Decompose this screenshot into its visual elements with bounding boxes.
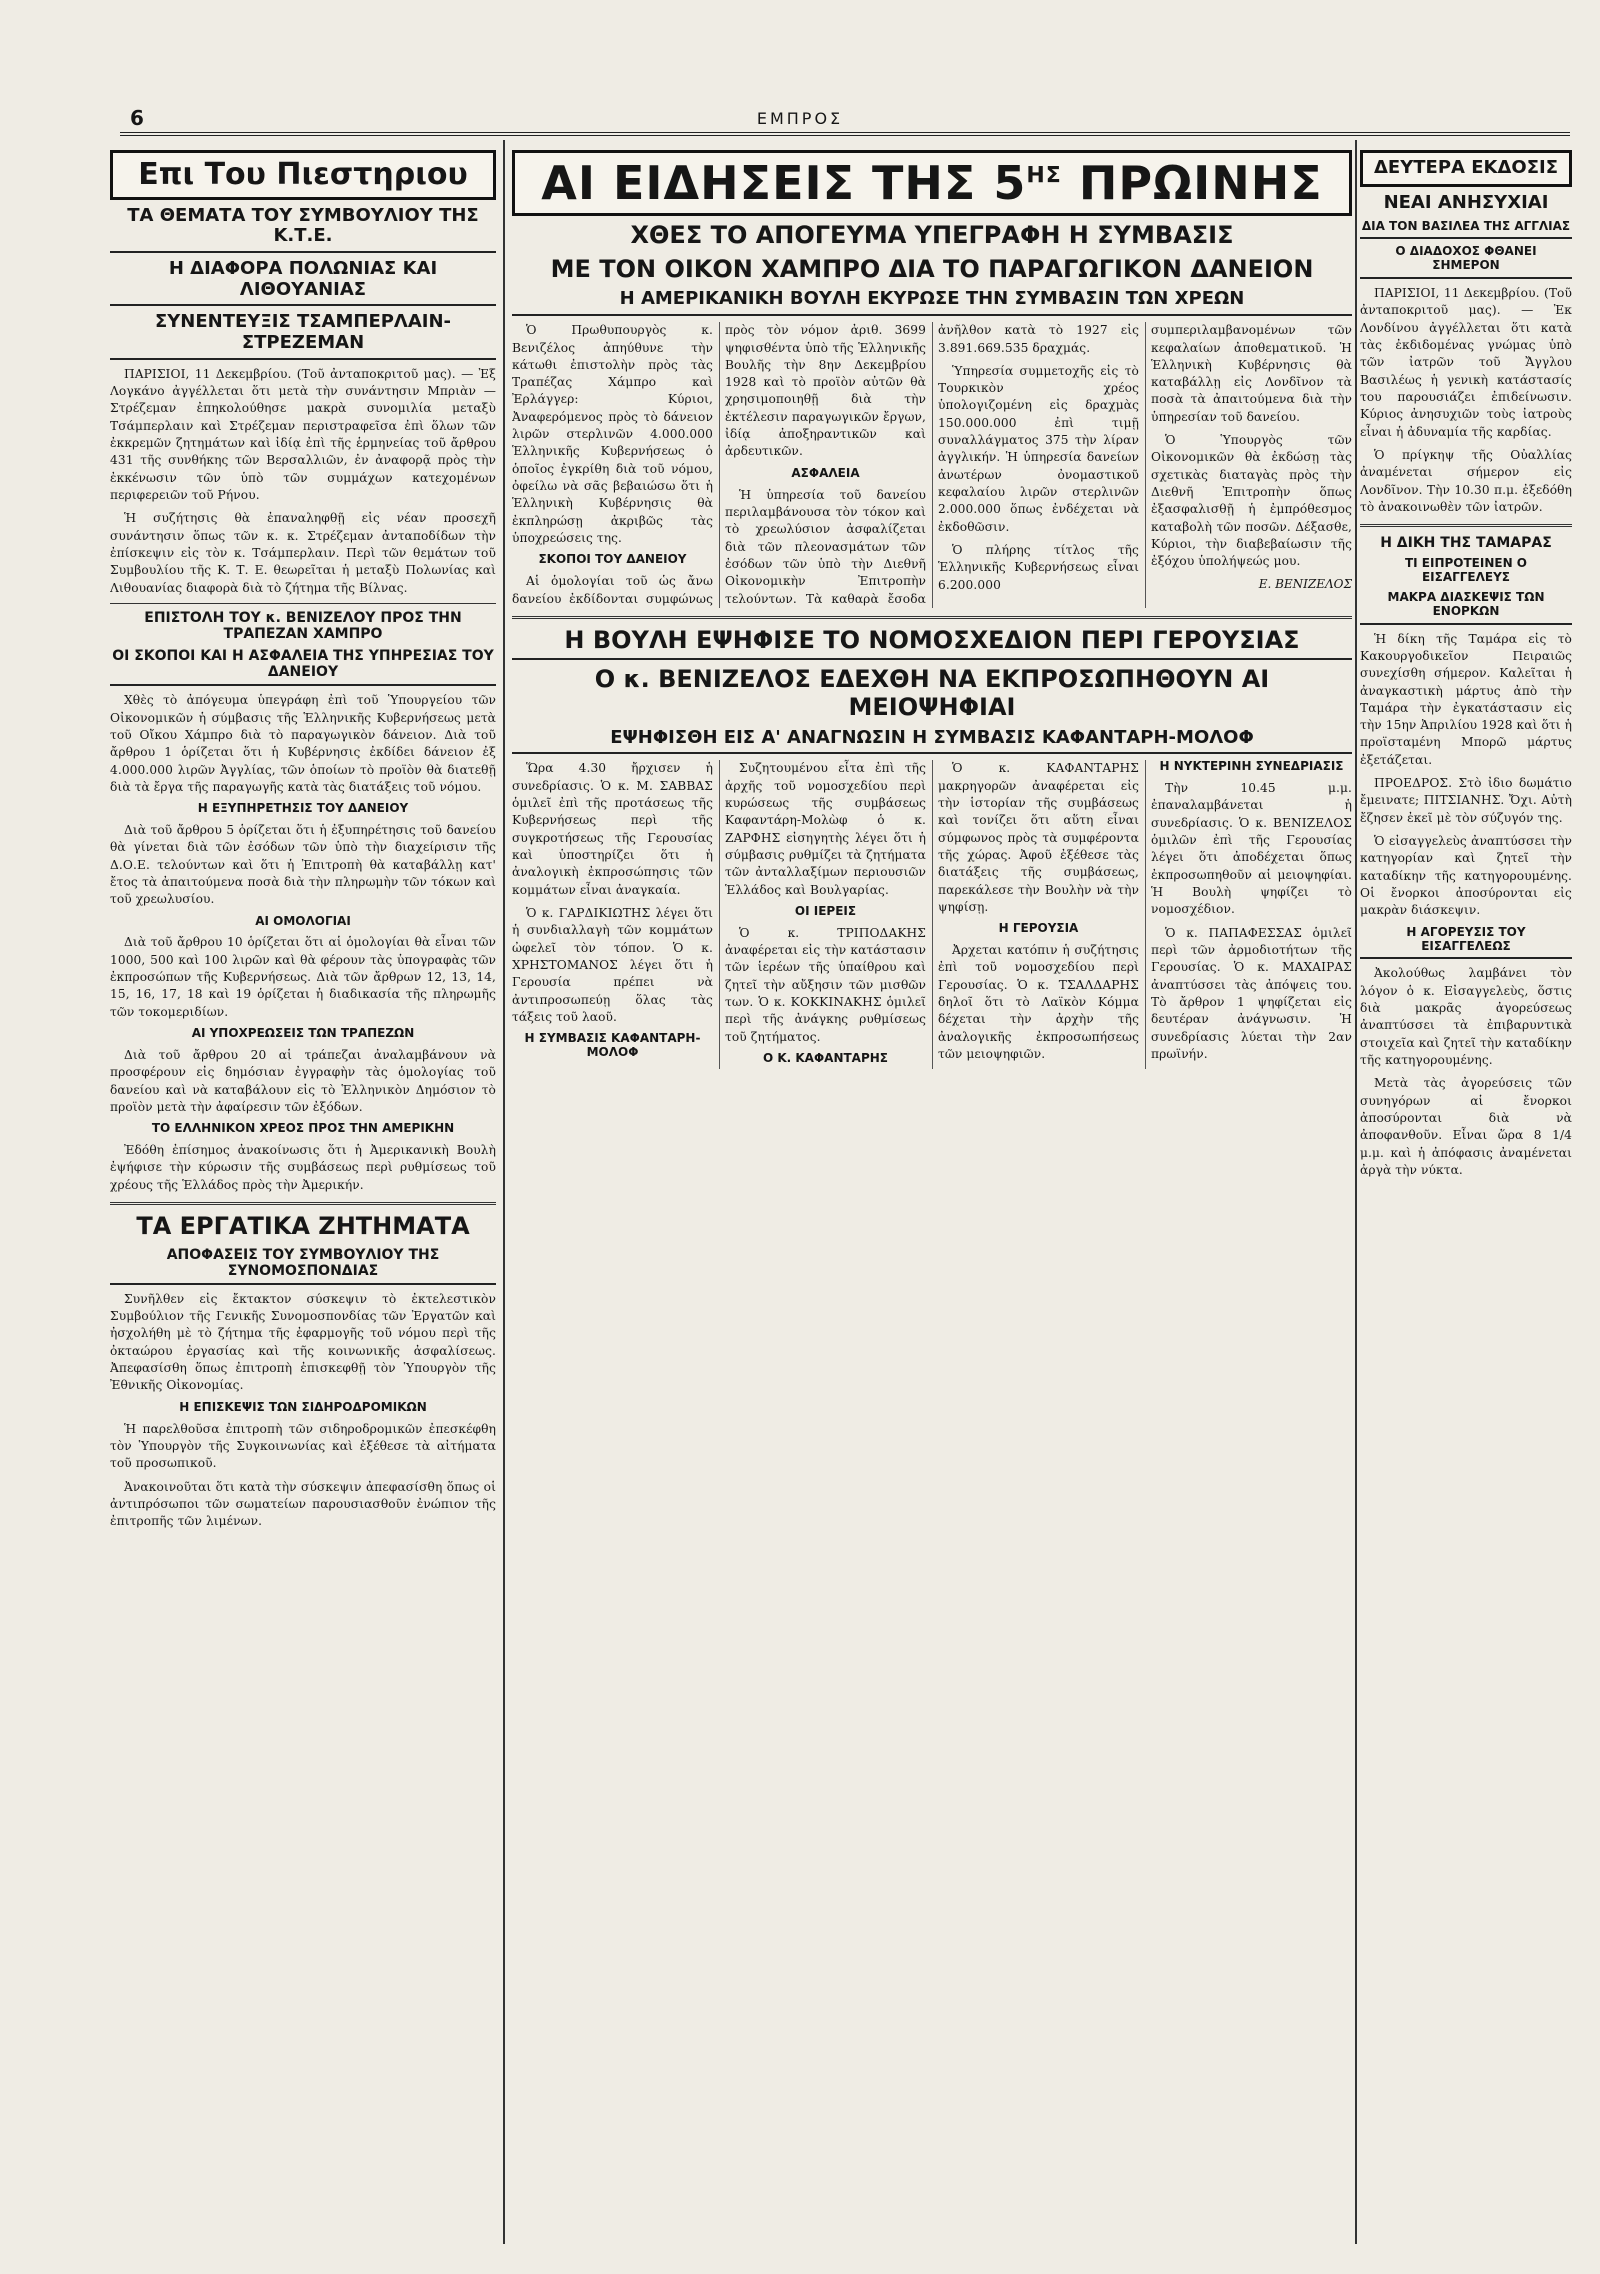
right-paragraph-4: ΠΡΟΕΔΡΟΣ. Στὸ ἰδιο δωμάτιο ἔμεινατε; ΠΙΤΣΙΑΝΗΣ. Ὄχι. Αὐτὴ ἔζησεν ἐκεῖ μὲ τὸν σύζυγόν της. [1360, 776, 1572, 825]
divider [1360, 524, 1572, 527]
article-2-paragraph-3: Συζητουμένου εἶτα ἐπὶ τῆς ἀρχῆς τοῦ νομοσχεδίου περὶ κυρώσεως τῆς συμβάσεως Καφαντάρη-Μολὼφ ὁ κ. ΖΑΡΦΗΣ εἰσηγητὴς λέγει ὅτι ἡ σύμβασις ρυθμίζει τὰ ζητήματα τῶν ἀνταλλαξίμων περιουσιῶν Ἑλλάδος καὶ Βουλγαρίας. [725, 761, 926, 897]
column-rule-2 [1355, 140, 1357, 2244]
article-2-body [512, 760, 1352, 1069]
right-paragraph-5: Ὁ εἰσαγγελεὺς ἀναπτύσσει τὴν κατηγορίαν καὶ ζητεῖ τὴν καταδίκην τῆς κατηγορουμένης. Οἱ ἔνορκοι ἀποσύρονται εἰς μακρὰν διάσκεψιν. [1360, 834, 1572, 918]
article-1-paragraph-3: Ἡ ὑπηρεσία τοῦ δανείου περιλαμβάνουσα τὸν τόκον καὶ τὸ χρεωλύσιον ἀσφαλίζεται διὰ τῶν πλεονασμάτων τῶν ἐσόδων τῶν ὑπὸ τὴν Διεθνῆ Οἰκονομικὴν Ἐπιτροπὴν τελούντων. Τὰ καθαρὰ ἔσοδα ἀνῆλθον κατὰ τὸ 1927 εἰς 3.891.669.535 δραχμάς. [725, 323, 1139, 606]
center-headline-6: ΕΨΗΦΙΣΘΗ ΕΙΣ Α' ΑΝΑΓΝΩΣΙΝ Η ΣΥΜΒΑΣΙΣ ΚΑΦΑΝΤΑΡΗ-ΜΟΛΟΦ [512, 728, 1352, 755]
right-paragraph-6: Ἀκολούθως λαμβάνει τὸν λόγον ὁ κ. Εἰσαγγελεὺς, ὅστις διὰ μακρᾶς ἀγορεύσεως ἀναπτύσσει τὰ ἐπιβαρυντικὰ στοιχεῖα καὶ ζητεῖ τὴν καταδίκην τῆς κατηγορουμένης. [1360, 966, 1572, 1067]
article-2-subhead-3: Ο Κ. ΚΑΦΑΝΤΑΡΗΣ [762, 1051, 889, 1066]
center-headline-5: Ο κ. ΒΕΝΙΖΕΛΟΣ ΕΔΕΧΘΗ ΝΑ ΕΚΠΡΟΣΩΠΗΘΟΥΝ ΑΙ ΜΕΙΟΨΗΦΙΑΙ [594, 665, 1270, 722]
article-1-paragraph-2: Αἱ ὁμολογίαι τοῦ ὡς ἄνω δανείου ἐκδίδονται συμφώνως πρὸς τὸν νόμον ἀριθ. 3699 ψηφισθέντα ὑπὸ τῆς Ἑλληνικῆς Βουλῆς τὴν 8ην Δεκεμβρίου 1928 καὶ τὸ προϊὸν αὐτῶν θὰ χρησιμοποιηθῇ διὰ τὴν ἐκτέλεσιν παραγωγικῶν ἔργων, ἰδίᾳ ἀποξηραντικῶν καὶ ἀρδευτικῶν. [512, 323, 926, 606]
left-paragraph-5: Διὰ τοῦ ἄρθρου 10 ὁρίζεται ὅτι αἱ ὁμολογίαι θὰ εἶναι τῶν 1000, 500 καὶ 100 λιρῶν καὶ θὰ φέρουν τὰς ὑπογραφὰς τῶν ἐκπροσώπων τῆς Κυβερνήσεως. Διὰ τῶν ἄρθρων 12, 13, 14, 15, 16, 17, 18 καὶ 19 ὁρίζεται ἡ διαδικασία τῆς πληρωμῆς τῶν τοκομεριδίων. [110, 935, 496, 1019]
left-headline-6: ΑΠΟΦΑΣΕΙΣ ΤΟΥ ΣΥΜΒΟΥΛΙΟΥ ΤΗΣ ΣΥΝΟΜΟΣΠΟΝΔΙΑΣ [110, 1247, 496, 1285]
page-number: 6 [130, 106, 144, 130]
article-1-paragraph-1: Ὁ Πρωθυπουργὸς κ. Βενιζέλος ἀπηύθυνε τὴν κάτωθι ἐπιστολὴν πρὸς τὰς Τραπέζας Χάμπρο καὶ Ἐρλάγγερ: Κύριοι, Ἀναφερόμενος πρὸς τὸ δάνειον λιρῶν στερλινῶν 4.000.000 Ἑλληνικῆς Κυβερνήσεως ὁ ὁποῖος ἐγκρίθη διὰ τοῦ νόμου, ὀφείλω νὰ σᾶς βεβαιώσω ὅτι ἡ Ἑλληνικὴ Κυβέρνησις θὰ ἐκπληρώσῃ ἀκριβῶς τὰς ὑποχρεώσεις της. [512, 323, 713, 546]
right-banner: ΔΕΥΤΕΡΑ ΕΚΔΟΣΙΣ [1360, 150, 1572, 187]
left-subhead-5: Η ΕΠΙΣΚΕΨΙΣ ΤΩΝ ΣΙΔΗΡΟΔΡΟΜΙΚΩΝ [179, 1399, 427, 1414]
left-paragraph-9: Ἡ παρελθοῦσα ἐπιτροπὴ τῶν σιδηροδρομικῶν ἐπεσκέφθη τὸν Ὑπουργὸν τῆς Συγκοινωνίας καὶ ἐξέθεσε τὰ αἰτήματα τοῦ προσωπικοῦ. [110, 1421, 496, 1471]
right-paragraph-1: ΠΑΡΙΣΙΟΙ, 11 Δεκεμβρίου. (Τοῦ ἀνταποκριτοῦ μας). — Ἐκ Λονδίνου ἀγγέλλεται ὅτι κατὰ τὰς ἐκδιδομένας γνώμας ὑπὸ τῶν ἰατρῶν τοῦ Ἄγγλου Βασιλέως ἡ γενικὴ κατάστασίς του παρουσιάζει ἐπιδείνωσιν. Κύριος ἀνησυχιῶν τοὺς ἰατροὺς εἶναι ἡ ἀδυναμία τῆς καρδίας. [1360, 285, 1572, 439]
masthead [26, 106, 1574, 130]
article-2-paragraph-2: Ὁ κ. ΓΑΡΔΙΚΙΩΤΗΣ λέγει ὅτι ἡ συνδιαλλαγὴ τῶν κομμάτων ὠφελεῖ τὸν τόπον. Ὁ κ. ΧΡΗΣΤΟΜΑΝΟΣ λέγει ὅτι ἡ Γερουσία πρέπει νὰ ἀντιπροσωπεύῃ ὅλας τὰς τάξεις τοῦ λαοῦ. [512, 905, 713, 1024]
left-headline-3: ΣΥΝΕΝΤΕΥΞΙΣ ΤΣΑΜΠΕΡΛΑΙΝ-ΣΤΡΕΖΕΜΑΝ [110, 312, 496, 359]
article-2-subhead-1: Η ΣΥΜΒΑΣΙΣ ΚΑΦΑΝΤΑΡΗ-ΜΟΛΟΦ [524, 1031, 701, 1060]
center-headline-4: Η ΒΟΥΛΗ ΕΨΗΦΙΣΕ ΤΟ ΝΟΜΟΣΧΕΔΙΟΝ ΠΕΡΙ ΓΕΡΟΥΣΙΑΣ [512, 627, 1352, 661]
right-headline-7: Η ΑΓΟΡΕΥΣΙΣ ΤΟΥ ΕΙΣΑΓΓΕΛΕΩΣ [1360, 926, 1572, 960]
left-paragraph-1: ΠΑΡΙΣΙΟΙ, 11 Δεκεμβρίου. (Τοῦ ἀνταποκριτοῦ μας). — Ἐξ Λογκάνο ἀγγέλλεται ὅτι μετὰ τὴν συνάντησιν Μπριὰν — Στρέζεμαν ἐπηκολούθησε μακρὰ συνομιλία μεταξὺ Τσάμπερλαιν καὶ Στρέζεμαν περιστραφεῖσα ἐπὶ ὅλων τῶν ἐκκρεμῶν ζητημάτων καὶ ἰδίᾳ ἐπὶ τῆς ἑρμηνείας τοῦ ἄρθρου 431 τῆς συνθήκης τῶν Βερσαλλιῶν, ἐν ἀναφορᾷ πρὸς τὴν ἐκκένωσιν τῶν ὑπὸ τῶν συμμάχων κατεχομένων περιφερειῶν τοῦ Ρήνου. [110, 366, 496, 502]
article-2-subhead-4: Η ΓΕΡΟΥΣΙΑ [998, 921, 1079, 936]
column-rule-1 [503, 140, 505, 2244]
banner-sup: ΗΣ [1026, 163, 1062, 189]
left-headline-1: ΤΑ ΘΕΜΑΤΑ ΤΟΥ ΣΥΜΒΟΥΛΙΟΥ ΤΗΣ Κ.Τ.Ε. [110, 206, 496, 253]
divider [110, 1202, 496, 1205]
left-headline-5: ΟΙ ΣΚΟΠΟΙ ΚΑΙ Η ΑΣΦΑΛΕΙΑ ΤΗΣ ΥΠΗΡΕΣΙΑΣ ΤΟΥ ΔΑΝΕΙΟΥ [110, 648, 496, 686]
left-paragraph-8: Συνῆλθεν εἰς ἔκτακτον σύσκεψιν τὸ ἐκτελεστικὸν Συμβούλιον τῆς Γενικῆς Συνομοσπονδίας τῶν Ἐργατῶν καὶ ἠσχολήθη μὲ τὸ ζήτημα τῆς ἐφαρμογῆς τοῦ νόμου περὶ τῆς ὀκταώρου ἐργασίας καὶ τῆς κοινωνικῆς ἀσφαλίσεως. Ἀπεφασίσθη ὅπως ἐπιτροπὴ ἐπισκεφθῇ τὸν Ὑπουργὸν τῆς Ἐθνικῆς Οἰκονομίας. [110, 1291, 496, 1393]
article-2-paragraph-5: Ὁ κ. ΚΑΦΑΝΤΑΡΗΣ μακρηγορῶν ἀναφέρεται εἰς τὴν ἱστορίαν τῆς συμβάσεως καὶ τονίζει ὅτι αὕτη εἶναι σύμφωνος πρὸς τὰ συμφέροντα τῆς χώρας. Ἀφοῦ ἐξέθεσε τὰς διατάξεις τῆς συμβάσεως, παρεκάλεσε τὴν Βουλὴν νὰ τὴν ψηφίσῃ. [938, 761, 1139, 914]
article-1-subhead-2: ΑΣΦΑΛΕΙΑ [791, 465, 860, 480]
paper-name: ΕΜΠΡΟΣ [756, 108, 844, 128]
masthead-rule [120, 132, 1570, 136]
article-2-subhead-2: ΟΙ ΙΕΡΕΙΣ [794, 903, 857, 918]
article-1-signer: Ε. ΒΕΝΙΖΕΛΟΣ [1258, 576, 1352, 591]
article-1-subhead-1: ΣΚΟΠΟΙ ΤΟΥ ΔΑΝΕΙΟΥ [538, 552, 687, 567]
article-1-body [512, 322, 1352, 608]
left-headline-4: ΕΠΙΣΤΟΛΗ ΤΟΥ κ. ΒΕΝΙΖΕΛΟΥ ΠΡΟΣ ΤΗΝ ΤΡΑΠΕΖΑΝ ΧΑΜΠΡΟ [144, 609, 462, 642]
left-paragraph-10: Ἀνακοινοῦται ὅτι κατὰ τὴν σύσκεψιν ἀπεφασίσθη ὅπως οἱ ἀντιπρόσωποι τῶν σωματείων παρουσιασθοῦν ἐνώπιον τῆς ἐπιτροπῆς τῶν λιμένων. [110, 1479, 496, 1529]
article-1-paragraph-4: Ὑπηρεσία συμμετοχῆς εἰς τὸ Τουρκικὸν χρέος ὑπολογιζομένη εἰς δραχμὰς 150.000.000 ἐπὶ τιμῇ συναλλάγματος 375 τὴν λίραν ἀγγλικήν. Ἡ ὑπηρεσία δανείων ἀνωτέρων ὀνομαστικοῦ κεφαλαίου λιρῶν στερλινῶν 2.000.000 ὅπως ἐνδέχεται νὰ ἐκδοθῶσιν. [938, 363, 1139, 534]
left-subhead-1: Η ΕΞΥΠΗΡΕΤΗΣΙΣ ΤΟΥ ΔΑΝΕΙΟΥ [197, 801, 409, 816]
left-subhead-4: ΤΟ ΕΛΛΗΝΙΚΟΝ ΧΡΕΟΣ ΠΡΟΣ ΤΗΝ ΑΜΕΡΙΚΗΝ [151, 1121, 455, 1136]
article-2-subhead-5: Η ΝΥΚΤΕΡΙΝΗ ΣΥΝΕΔΡΙΑΣΙΣ [1159, 759, 1344, 774]
left-column [110, 150, 496, 2244]
divider [512, 616, 1352, 619]
right-paragraph-7: Μετὰ τὰς ἀγορεύσεις τῶν συνηγόρων αἱ ἔνορκοι ἀποσύρονται διὰ νὰ ἀποφανθοῦν. Εἶναι ὥρα 8 1/4 μ.μ. καὶ ἡ ἀπόφασις ἀναμένεται ἀργὰ τὴν νύκτα. [1360, 1076, 1572, 1177]
article-2-paragraph-6: Ἀρχεται κατόπιν ἡ συζήτησις ἐπὶ τοῦ νομοσχεδίου περὶ Γερουσίας. Ὁ κ. ΤΣΑΛΔΑΡΗΣ δηλοῖ ὅτι τὸ Λαϊκὸν Κόμμα δέχεται τὴν ἀρχὴν τῆς ἀναλογικῆς ἐκπροσωπήσεως τῶν μειοψηφιῶν. [938, 943, 1139, 1062]
article-2-paragraph-4: Ὁ κ. ΤΡΙΠΟΔΑΚΗΣ ἀναφέρεται εἰς τὴν κατάστασιν τῶν ἱερέων τῆς ὑπαίθρου καὶ ζητεῖ τὴν αὔξησιν τῶν μισθῶν των. Ὁ κ. ΚΟΚΚΙΝΑΚΗΣ ὁμιλεῖ περὶ τῆς ἀνάγκης ρυθμίσεως τοῦ ζητήματος. [725, 925, 926, 1044]
left-subhead-2: ΑΙ ΟΜΟΛΟΓΙΑΙ [255, 913, 351, 928]
right-paragraph-2: Ὁ πρίγκηψ τῆς Οὐαλλίας ἀναμένεται σήμερον εἰς Λονδῖνον. Τὴν 10.30 π.μ. ἐξεδόθη τὸ ἀνακοινωθὲν τῶν ἰατρῶν. [1360, 447, 1572, 514]
article-2-paragraph-1: Ὥρα 4.30 ἤρχισεν ἡ συνεδρίασις. Ὁ κ. Μ. ΣΑΒΒΑΣ ὁμιλεῖ ἐπὶ τῆς προτάσεως τῆς Κυβερνήσεως περὶ τῆς συγκροτήσεως τῆς Γερουσίας καὶ ὑποστηρίζει ὅτι ἡ ἀναλογικὴ ἐκπροσώπησις τῶν κομμάτων εἶναι ἀναγκαία. [512, 761, 713, 897]
left-subhead-3: ΑΙ ΥΠΟΧΡΕΩΣΕΙΣ ΤΩΝ ΤΡΑΠΕΖΩΝ [191, 1026, 415, 1041]
article-1-paragraph-6: Ὁ Ὑπουργὸς τῶν Οἰκονομικῶν θὰ ἐκδώσῃ τὰς σχετικὰς διαταγὰς πρὸς τὴν Διεθνῆ Ἐπιτροπὴν ὅπως ἐξασφαλισθῇ ἡ ἐμπρόθεσμος καταβολὴ τῶν ποσῶν. Δέξασθε, Κύριοι, τὴν διαβεβαίωσιν τῆς ἐξόχου ὑπολήψεώς μου. [1151, 433, 1352, 569]
center-headline-3: Η ΑΜΕΡΙΚΑΝΙΚΗ ΒΟΥΛΗ ΕΚΥΡΩΣΕ ΤΗΝ ΣΥΜΒΑΣΙΝ ΤΩΝ ΧΡΕΩΝ [512, 289, 1352, 316]
left-paragraph-3: Χθὲς τὸ ἀπόγευμα ὑπεγράφη ἐπὶ τοῦ Ὑπουργείου τῶν Οἰκονομικῶν ἡ σύμβασις τῆς Ἑλληνικῆς Κυβερνήσεως μετὰ τοῦ Οἴκου Χάμπρο διὰ τὸ παραγωγικὸν δάνειον. Διὰ τοῦ ἄρθρου 1 ὁρίζεται ὅτι ἡ Κυβέρνησις ἐκδίδει δάνειον ἐξ 4.000.000 λιρῶν Ἀγγλίας, τῶν ὁποίων τὸ προϊὸν θὰ διατεθῇ διὰ τὰ ἔργα τῆς παραγωγῆς κατὰ τὰς διατάξεις τοῦ νόμου. [110, 693, 496, 794]
banner-tail: ΠΡΩΙΝΗΣ [1078, 156, 1323, 210]
left-paragraph-4: Διὰ τοῦ ἄρθρου 5 ὁρίζεται ὅτι ἡ ἐξυπηρέτησις τοῦ δανείου θὰ γίνεται διὰ τῶν ἐσόδων τῶν ὑπὸ τὴν διαχείρισιν τῆς Δ.Ο.Ε. τελούντων καὶ ὅτι ἡ Ἐπιτροπὴ θὰ καταβάλλῃ κατ' ἔτος τὰ ἀπαιτούμενα ποσὰ διὰ τὴν πληρωμὴν τῶν τόκων καὶ τοῦ χρεωλυσίου. [110, 823, 496, 907]
center-banner [512, 150, 1352, 216]
center-headline-1: ΧΘΕΣ ΤΟ ΑΠΟΓΕΥΜΑ ΥΠΕΓΡΑΦΗ Η ΣΥΜΒΑΣΙΣ [630, 221, 1234, 250]
right-headline-5: ΤΙ ΕΙΠΡΟΤΕΙΝΕΝ Ο ΕΙΣΑΓΓΕΛΕΥΣ [1404, 556, 1528, 585]
center-column [512, 150, 1352, 2244]
left-banner-2: ΤΑ ΕΡΓΑΤΙΚΑ ΖΗΤΗΜΑΤΑ [136, 1212, 470, 1240]
article-2-paragraph-8: Ὁ κ. ΠΑΠΑΦΕΣΣΑΣ ὁμιλεῖ περὶ τῶν ἀρμοδιοτήτων τῆς Γερουσίας. Ὁ κ. ΜΑΧΑΙΡΑΣ ἀναπτύσσει τὰς ἀπόψεις του. Τὸ ἄρθρον 1 ψηφίζεται εἰς δευτέραν ἀνάγνωσιν. Ἡ συνεδρίασις λύεται τὴν 2αν πρωϊνήν. [1151, 925, 1352, 1062]
left-paragraph-7: Ἐδόθη ἐπίσημος ἀνακοίνωσις ὅτι ἡ Ἀμερικανικὴ Βουλὴ ἐψήφισε τὴν κύρωσιν τῆς συμβάσεως περὶ ρυθμίσεως τοῦ χρέους τῆς Ἑλλάδος πρὸς τὴν Ἀμερικήν. [110, 1143, 496, 1192]
right-paragraph-3: Ἡ δίκη τῆς Ταμάρα εἰς τὸ Κακουργοδικεῖον Πειραιῶς συνεχίσθη σήμερον. Καλεῖται ἡ ἀναγκαστικὴ μάρτυς ἀπὸ τὴν Ταμάρα τὴν ἐγκατάστασιν εἰς τὴν 15ην Ἀπριλίου 1928 καὶ ὅτι ἡ προϊσταμένη Μπορῶ μάρτυς ἐξετάζεται. [1360, 631, 1572, 767]
right-headline-6: ΜΑΚΡΑ ΔΙΑΣΚΕΨΙΣ ΤΩΝ ΕΝΟΡΚΩΝ [1360, 591, 1572, 625]
right-headline-3: Ο ΔΙΑΔΟΧΟΣ ΦΘΑΝΕΙ ΣΗΜΕΡΟΝ [1360, 245, 1572, 279]
right-column [1360, 150, 1572, 2244]
left-paragraph-6: Διὰ τοῦ ἄρθρου 20 αἱ τράπεζαι ἀναλαμβάνουν νὰ προσφέρουν εἰς δημόσιαν ἐγγραφὴν τὰς ὁμολογίας τοῦ δανείου καὶ νὰ καταβάλουν εἰς τὸ Ἑλληνικὸν Δημόσιον τὸ προϊὸν μετὰ τὴν ἀφαίρεσιν τῶν ἐξόδων. [110, 1047, 496, 1114]
left-banner: Επι Του Πιεστηριου [110, 150, 496, 200]
article-2-paragraph-7: Τὴν 10.45 μ.μ. ἐπαναλαμβάνεται ἡ συνεδρίασις. Ὁ κ. ΒΕΝΙΖΕΛΟΣ ὁμιλῶν ἐπὶ τῆς Γερουσίας λέγει ὅτι ἀποδέχεται ὅπως ἐκπροσωπηθοῦν αἱ μειοψηφίαι. Ἡ Βουλὴ ψηφίζει τὸ νομοσχέδιον. [1151, 781, 1352, 917]
article-1-paragraph-5: Ὁ πλήρης τίτλος τῆς Ἑλληνικῆς Κυβερνήσεως εἶναι 6.200.000 συμπεριλαμβανομένων τῶν κεφαλαίων ἀποθεματικοῦ. Ἡ Ἑλληνικὴ Κυβέρνησις θὰ καταβάλλῃ εἰς Λονδῖνον τὰ ποσὰ τὰ ἀπαιτούμενα διὰ τὴν ὑπηρεσίαν τοῦ δανείου. [938, 323, 1352, 592]
right-headline-1: ΝΕΑΙ ΑΝΗΣΥΧΙΑΙ [1383, 191, 1549, 213]
right-headline-2: ΔΙΑ ΤΟΝ ΒΑΣΙΛΕΑ ΤΗΣ ΑΓΓΛΙΑΣ [1360, 220, 1572, 240]
divider [110, 603, 496, 604]
left-headline-2: Η ΔΙΑΦΟΡΑ ΠΟΛΩΝΙΑΣ ΚΑΙ ΛΙΘΟΥΑΝΙΑΣ [110, 259, 496, 306]
banner-text: ΑΙ ΕΙΔΗΣΕΙΣ ΤΗΣ 5 [541, 156, 1027, 210]
center-headline-2: ΜΕ ΤΟΝ ΟΙΚΟΝ ΧΑΜΠΡΟ ΔΙΑ ΤΟ ΠΑΡΑΓΩΓΙΚΟΝ ΔΑΝΕΙΟΝ [550, 254, 1314, 283]
right-headline-4: Η ΔΙΚΗ ΤΗΣ ΤΑΜΑΡΑΣ [1380, 535, 1552, 552]
left-paragraph-2: Ἡ συζήτησις θὰ ἐπαναληφθῇ εἰς νέαν προσεχῆ συνάντησιν ὅπως τῶν κ. κ. Στρέζεμαν ἀνταποδίδων τὴν ἐπίσκεψιν εἰς τὸν κ. Τσάμπερλαιν. Περὶ τῶν θεμάτων τοῦ Συμβουλίου τῆς Κ. Τ. Ε. θεωρεῖται ἡ μεταξὺ Πολωνίας καὶ Λιθουανίας διαφορὰ διὰ τὸ ζήτημα τῆς Βίλνας. [110, 511, 496, 595]
